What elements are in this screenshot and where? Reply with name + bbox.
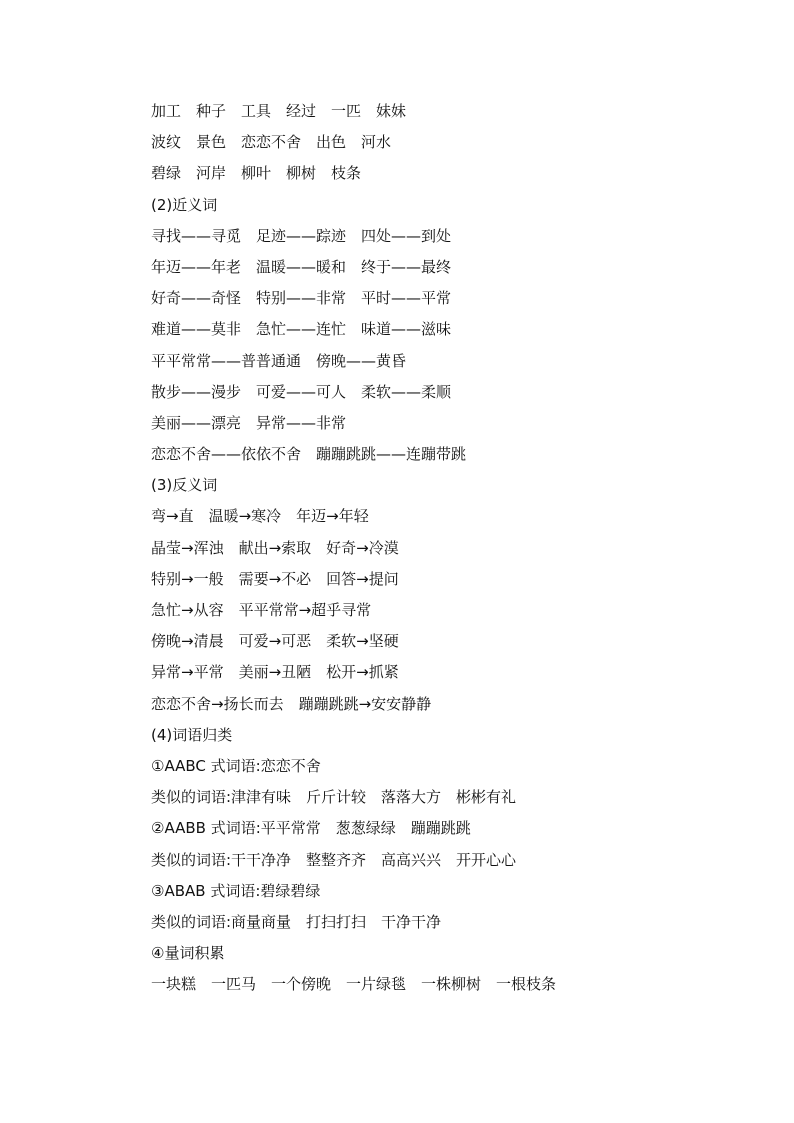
section-heading: (4)词语归类 [151,725,233,744]
text-line: 碧绿 河岸 柳叶 柳树 枝条 [151,164,362,183]
text-line: 平平常常——普普通通 傍晚——黄昏 [151,351,407,370]
text-line: ①AABC 式词语:恋恋不舍 [151,756,321,775]
section-heading: (3)反义词 [151,476,218,495]
text-line: 类似的词语:津津有味 斤斤计较 落落大方 彬彬有礼 [151,788,517,807]
text-line: 恋恋不舍→扬长而去 蹦蹦跳跳→安安静静 [151,694,432,713]
text-line: 好奇——奇怪 特别——非常 平时——平常 [151,289,452,308]
text-line: 晶莹→浑浊 献出→索取 好奇→冷漠 [151,538,399,557]
text-line: 一块糕 一匹马 一个傍晚 一片绿毯 一株柳树 一根枝条 [151,975,557,994]
text-line: 急忙→从容 平平常常→超乎寻常 [151,601,372,619]
text-line: 年迈——年老 温暖——暖和 终于——最终 [151,257,452,276]
text-line: 加工 种子 工具 经过 一匹 妹妹 [151,102,407,120]
text-line: 异常→平常 美丽→丑陋 松开→抓紧 [151,663,399,682]
text-line: 类似的词语:商量商量 打扫打扫 干净干净 [151,912,442,931]
text-line: 类似的词语:干干净净 整整齐齐 高高兴兴 开开心心 [151,850,517,869]
text-line: ②AABB 式词语:平平常常 葱葱绿绿 蹦蹦跳跳 [151,819,471,838]
text-line: 弯→直 温暖→寒冷 年迈→年轻 [151,507,369,526]
text-line: 寻找——寻觅 足迹——踪迹 四处——到处 [151,226,452,245]
section-heading: (2)近义词 [151,195,218,214]
text-line: 特别→一般 需要→不必 回答→提问 [151,569,399,588]
text-line: 傍晚→清晨 可爱→可恶 柔软→坚硬 [151,632,399,651]
text-line: ③ABAB 式词语:碧绿碧绿 [151,881,321,900]
text-line: ④量词积累 [151,944,225,963]
document-body [151,96,751,1000]
text-line: 难道——莫非 急忙——连忙 味道——滋味 [151,320,452,339]
text-line: 波纹 景色 恋恋不舍 出色 河水 [151,133,392,152]
text-line: 恋恋不舍——依依不舍 蹦蹦跳跳——连蹦带跳 [151,445,467,464]
text-line: 散步——漫步 可爱——可人 柔软——柔顺 [151,382,452,401]
text-line: 美丽——漂亮 异常——非常 [151,413,347,432]
